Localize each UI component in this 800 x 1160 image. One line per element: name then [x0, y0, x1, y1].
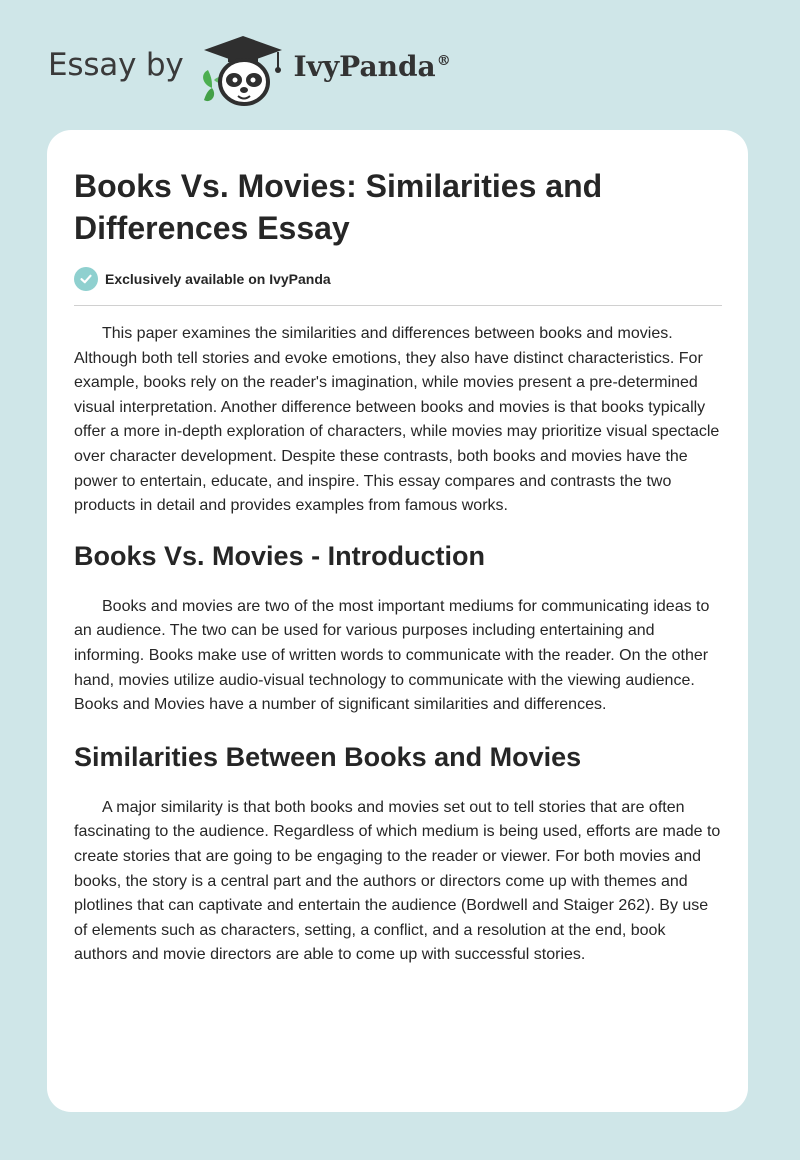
- exclusive-badge-row: [74, 267, 722, 306]
- panda-graduation-cap-icon[interactable]: [198, 30, 288, 110]
- section-paragraph-introduction: Books and movies are two of the most important mediums for communicating ideas to an audience. The two can be used for various purposes including entertaining and informing. Books make use of written words to communicate with the reader. On the other hand, movies utilize audio-visual technology to communicate with the viewing audience. Books and Movies have a number of significant similarities and differences.: [74, 597, 710, 714]
- page-title: Books Vs. Movies: Similarities and Differences Essay: [74, 168, 603, 246]
- essay-card: [47, 130, 748, 1112]
- section-heading-introduction: Books Vs. Movies - Introduction: [74, 540, 486, 571]
- intro-paragraph: This paper examines the similarities and differences between books and movies. Although both tell stories and evoke emotions, they also have distinct characteristics. For example, books rely on the reader's imagination, while movies present a pre-determined visual interpretation. Another difference between books and movies is that books typically offer a more in-depth exploration of characters, while movies may prioritize visual spectacle over character development. Despite these contrasts, both books and movies have the power to entertain, educate, and inspire. This essay compares and contrasts the two products in detail and provides examples from famous works.: [74, 325, 720, 515]
- check-circle-icon: [74, 267, 98, 291]
- essay-by-label: Essay by: [48, 47, 184, 83]
- exclusive-label: Exclusively available on IvyPanda: [105, 271, 331, 287]
- registered-mark: ®: [436, 53, 451, 70]
- section-paragraph-similarities: A major similarity is that both books and movies set out to tell stories that are often fascinating to the audience. Regardless of which medium is being used, efforts are made to create stories that are going to be engaging to the reader or viewer. For both movies and books, the story is a central part and the authors or directors come up with themes and plotlines that can captivate and entertain the audience (Bordwell and Staiger 262). By use of elements such as characters, setting, a conflict, and a resolution at the end, book authors and movie directors are able to come up with successful stories.: [74, 798, 721, 964]
- section-heading-similarities: Similarities Between Books and Movies: [74, 741, 582, 772]
- site-header: [48, 30, 451, 110]
- brand-name[interactable]: IvyPanda®: [293, 49, 451, 83]
